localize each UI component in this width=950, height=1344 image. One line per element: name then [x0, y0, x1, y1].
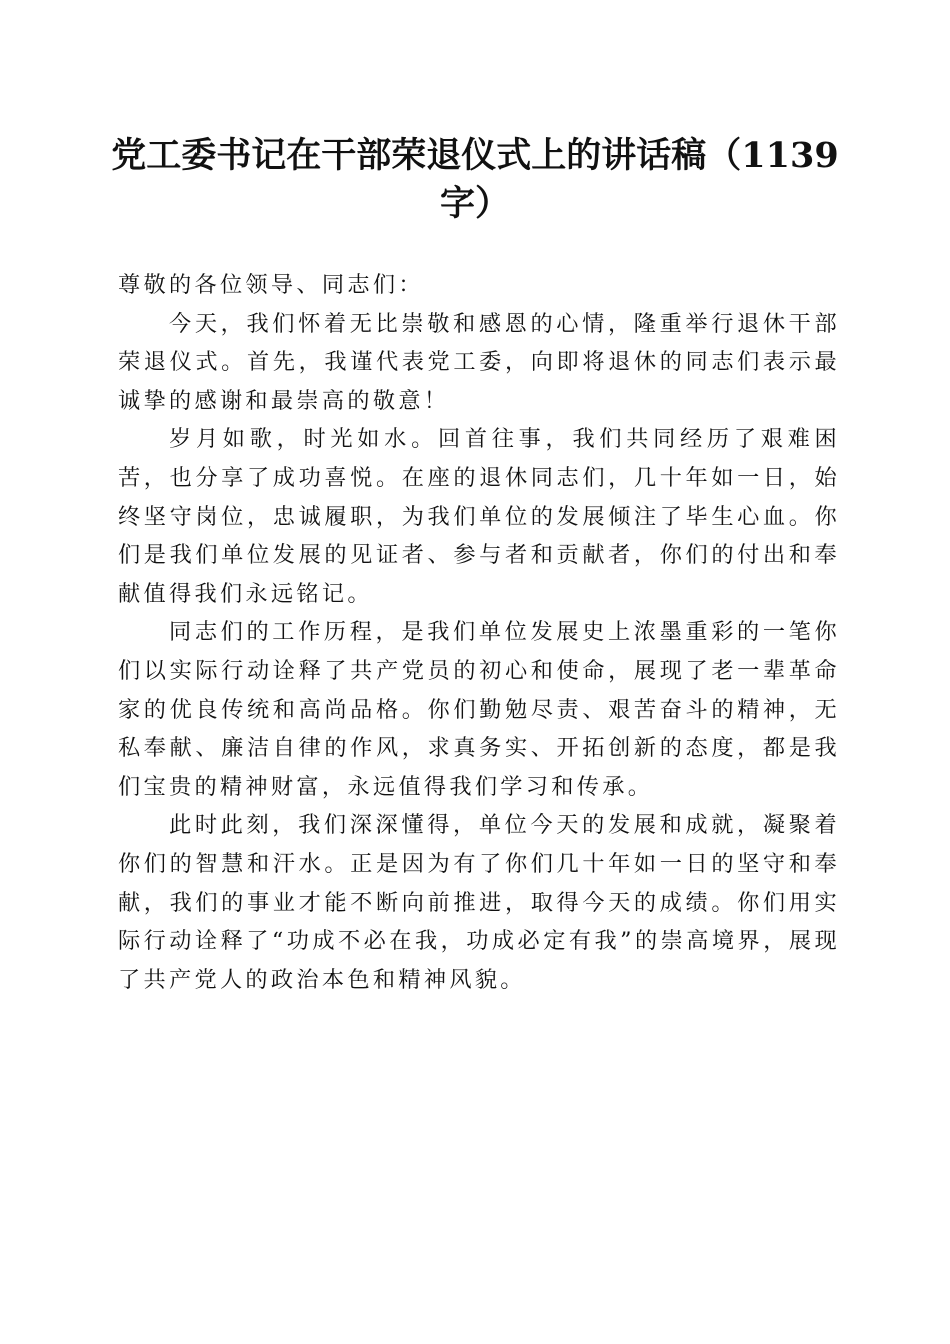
- document-title: 党工委书记在干部荣退仪式上的讲话稿（1139字）: [111, 135, 839, 224]
- salutation: 尊敬的各位领导、同志们：: [118, 272, 424, 298]
- document-body: [118, 266, 840, 999]
- paragraph: 岁月如歌，时光如水。回首往事，我们共同经历了艰难困苦，也分享了成功喜悦。在座的退休同志们，几十年如一日，始终坚守岗位，忠诚履职，为我们单位的发展倾注了毕生心血。你们是我们单位发展的见证者、参与者和贡献者，你们的付出和奉献值得我们永远铭记。: [118, 426, 840, 607]
- paragraph: 同志们的工作历程，是我们单位发展史上浓墨重彩的一笔你们以实际行动诠释了共产党员的初心和使命，展现了老一辈革命家的优良传统和高尚品格。你们勤勉尽责、艰苦奋斗的精神，无私奉献、廉洁自律的作风，求真务实、开拓创新的态度，都是我们宝贵的精神财富，永远值得我们学习和传承。: [118, 619, 840, 800]
- paragraph: 此时此刻，我们深深懂得，单位今天的发展和成就，凝聚着你们的智慧和汗水。正是因为有了你们几十年如一日的坚守和奉献，我们的事业才能不断向前推进，取得今天的成绩。你们用实际行动诠释了“功成不必在我，功成必定有我”的崇高境界，展现了共产党人的政治本色和精神风貌。: [118, 812, 840, 993]
- paragraph: 今天，我们怀着无比崇敬和感恩的心情，隆重举行退休干部荣退仪式。首先，我谨代表党工委，向即将退休的同志们表示最诚挚的感谢和最崇高的敬意！: [118, 310, 840, 414]
